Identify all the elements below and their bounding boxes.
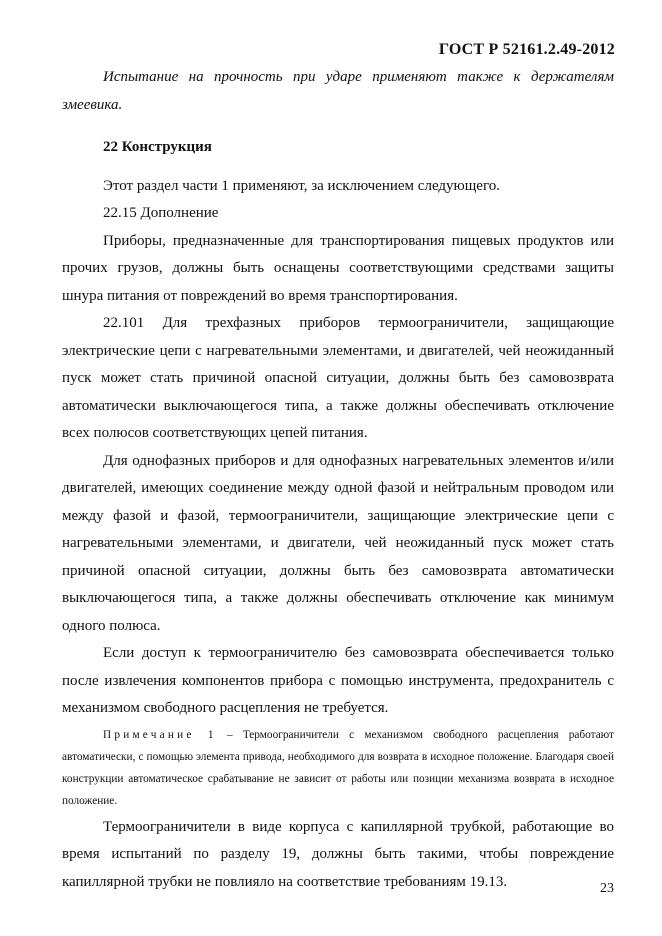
paragraph-transport: Приборы, предназначенные для транспортирования пищевых продуктов или прочих грузов, должны быть оснащены соответствующими средствами защиты шнура питания от повреждений во время транспортирования. [62, 232, 614, 304]
paragraph-access: Если доступ к термоограничителю без самовозврата обеспечивается только после извлечения компонентов прибора с помощью инструмента, предохранитель с механизмом свободного расцепления не требуется. [62, 645, 614, 716]
note-label: Примечание 1 [103, 728, 217, 741]
paragraph-capillary: Термоограничители в виде корпуса с капиллярной трубкой, работающие во время испытаний по разделу 19, должны быть такими, чтобы повреждение капиллярной трубки не повлияло на соответствие требованиям 19.13. [62, 818, 614, 890]
section-heading: 22 Конструкция [103, 139, 212, 155]
document-header: ГОСТ Р 52161.2.49-2012 [438, 41, 615, 58]
paragraph-impact-test: Испытание на прочность при ударе применяют также к держателям змеевика. [62, 69, 614, 113]
note [62, 724, 614, 812]
document-body [62, 64, 614, 896]
paragraph-clause-22-101: 22.101 Для трехфазных приборов термоограничители, защищающие электрические цепи с нагревательными элементами, и двигателей, чей неожиданный пуск может стать причиной опасной ситуации, должны быть без самовозврата автоматически выключающегося типа, а также должны обеспечивать отключение всех полюсов соответствующих цепей питания. [62, 315, 614, 441]
paragraph-clause-22-15: 22.15 Дополнение [103, 205, 219, 221]
paragraph-single-phase: Для однофазных приборов и для однофазных нагревательных элементов и/или двигателей, имеющих соединение между одной фазой и нейтральным проводом или между фазой и фазой, термоограничители, защищающие электрические цепи с нагревательными элементами, и двигатели, чей неожиданный пуск может стать причиной опасной ситуации, должны быть без самовозврата автоматически выключающегося типа, а также должны обеспечивать отключение как минимум одного полюса. [62, 452, 614, 634]
page-number: 23 [600, 881, 614, 896]
paragraph-scope: Этот раздел части 1 применяют, за исключением следующего. [103, 177, 500, 194]
note-text: – Термоограничители с механизмом свободного расцепления работают автоматически, с помощью элемента привода, необходимого для возврата в исходное положение. Благодаря своей конструкции автоматическое срабатывание не зависит от работы или позиции механизма возврата в исходное положение. [62, 728, 614, 807]
